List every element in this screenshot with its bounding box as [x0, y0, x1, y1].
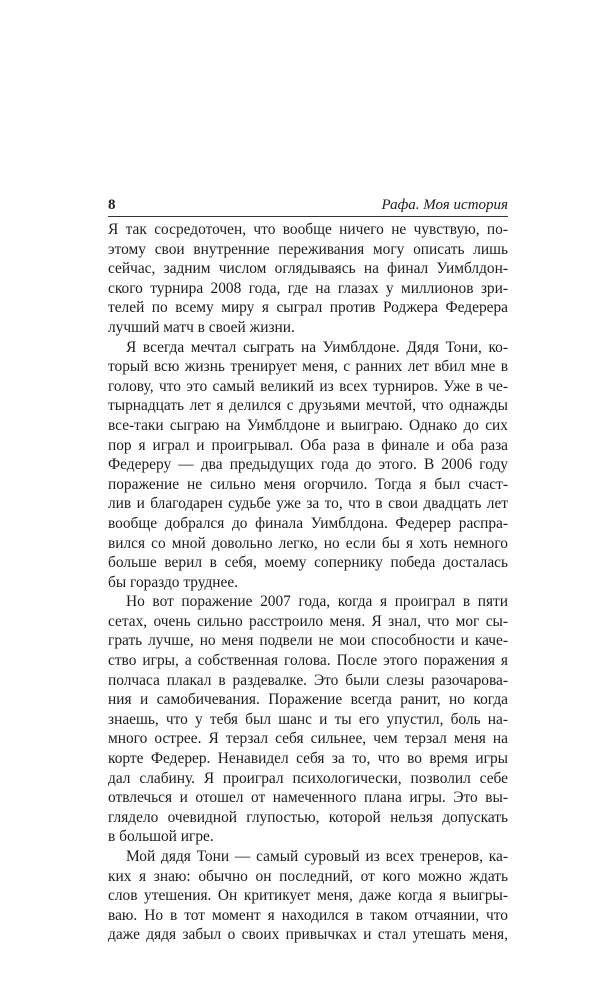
text-line: бы гораздо труднее. [108, 573, 239, 591]
text-line: полчаса плакал в раздевалке. Это были слезы разочарова- [108, 671, 508, 689]
book-title: Рафа. Моя история [381, 197, 508, 213]
text-line: глядело очевидной глупостью, которой нельзя допускать [108, 808, 508, 826]
text-line: вообще добрался до финала Уимблдона. Федерер распра- [108, 514, 508, 532]
text-line: голову, что это самый великий из всех турниров. Уже в че- [108, 377, 508, 395]
text-line: Но вот поражение 2007 года, когда я проиграл в пяти [126, 593, 508, 611]
text-line: пор я играл и проигрывал. Оба раза в финале и оба раза [108, 436, 508, 454]
text-line: много острее. Я терзал себя сильнее, чем терзал меня на [108, 730, 508, 748]
text-line: телей по всему миру я сыграл против Роджера Федерера [108, 299, 508, 317]
text-line: торый всю жизнь тренирует меня, с ранних лет вбил мне в [108, 358, 508, 376]
text-line: поражение не сильно меня огорчило. Тогда я был счаст- [108, 475, 508, 493]
running-head [108, 196, 508, 215]
text-line: тырнадцать лет я делился с друзьями мечтой, что однажды [108, 397, 508, 415]
body-text [108, 220, 508, 945]
book-page [108, 196, 508, 945]
text-line: Я всегда мечтал сыграть на Уимблдоне. Дядя Тони, ко- [126, 338, 508, 356]
text-line: ния и самобичевания. Поражение всегда ранит, но когда [108, 691, 508, 709]
text-line: отвлечься и отошел от намеченного плана игры. Это вы- [108, 789, 508, 807]
text-line: сейчас, задним числом оглядываясь на финал Уимблдон- [108, 260, 508, 278]
text-line: этому свои внутренние переживания могу описать лишь [108, 240, 508, 258]
text-line: в большой игре. [108, 828, 214, 846]
text-line: слов утешения. Он критикует меня, даже когда я выигры- [108, 887, 508, 905]
text-line: ство игры, а собственная голова. После этого поражения я [108, 652, 508, 670]
text-line: лив и благодарен судьбе уже за то, что в свои двадцать лет [108, 495, 508, 513]
text-line: все-таки сыграю на Уимблдоне и выиграю. Однако до сих [108, 416, 508, 434]
text-line: сетах, очень сильно расстроило меня. Я знал, что мог сы- [108, 612, 508, 630]
text-line: Федереру — два предыдущих года до этого. В 2006 году [108, 456, 508, 474]
text-line: Мой дядя Тони — самый суровый из всех тренеров, ка- [126, 848, 508, 865]
text-line: ского турнира 2008 года, где на глазах у миллионов зри- [108, 279, 508, 297]
text-line: Я так сосредоточен, что вообще ничего не чувствую, по- [108, 221, 508, 238]
text-line: вился со мной довольно легко, но если бы я хоть немного [108, 534, 508, 552]
text-line: больше верил в себя, моему сопернику победа досталась [108, 554, 508, 572]
text-line: дал слабину. Я проиграл психологически, позволил себе [108, 769, 508, 787]
text-line: ких я знаю: обычно он последний, от кого можно ждать [108, 867, 508, 885]
text-line: лучший матч в своей жизни. [108, 318, 295, 336]
text-line: знаешь, что у тебя был шанс и ты его упустил, боль на- [108, 710, 508, 728]
page-number: 8 [108, 197, 116, 213]
text-line: даже дядя забыл о своих привычках и стал утешать меня, [108, 926, 508, 944]
text-line: корте Федерер. Ненавидел себя за то, что во время игры [108, 750, 508, 768]
text-line: грать лучше, но меня подвели не мои способности и каче- [108, 632, 508, 650]
header-rule [108, 216, 508, 217]
text-line: ваю. Но в тот момент я находился в таком отчаянии, что [108, 906, 508, 924]
